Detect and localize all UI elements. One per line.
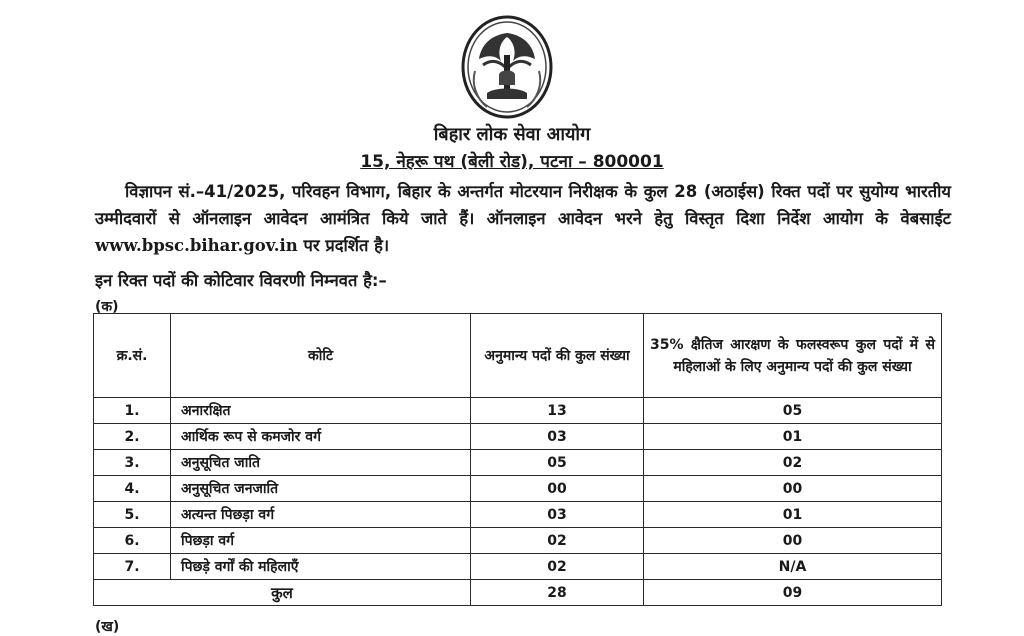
- row-category: अनुसूचित जाति: [171, 450, 471, 476]
- table-intro: इन रिक्त पदों की कोटिवार विवरणी निम्नवत है:–: [95, 271, 387, 290]
- row-total-posts: 13: [471, 398, 644, 424]
- row-category: अनारक्षित: [171, 398, 471, 424]
- row-category: पिछड़ा वर्ग: [171, 528, 471, 554]
- row-serial: 5.: [94, 502, 171, 528]
- row-category: अनुसूचित जनजाति: [171, 476, 471, 502]
- table-row: [94, 528, 942, 554]
- table-row: [94, 424, 942, 450]
- row-serial: 6.: [94, 528, 171, 554]
- row-total-posts: 03: [471, 424, 644, 450]
- row-women-posts: 01: [644, 424, 942, 450]
- row-category: आर्थिक रूप से कमजोर वर्ग: [171, 424, 471, 450]
- total-women-posts: 09: [644, 580, 942, 606]
- website-link[interactable]: www.bpsc.bihar.gov.in: [95, 236, 298, 255]
- category-vacancy-table: [93, 313, 942, 606]
- col-header-women-posts: 35% क्षैतिज आरक्षण के फलस्वरूप कुल पदों में से महिलाओं के लिए अनुमान्य पदों की कुल संख्या: [644, 314, 942, 398]
- row-total-posts: 05: [471, 450, 644, 476]
- table-header-row: [94, 314, 942, 398]
- section-label-kha: (ख): [95, 619, 120, 635]
- section-label-ka: (क): [95, 299, 119, 315]
- table-total-row: [94, 580, 942, 606]
- row-women-posts: 00: [644, 528, 942, 554]
- table-row: [94, 398, 942, 424]
- table-row: [94, 476, 942, 502]
- row-category: पिछड़े वर्गों की महिलाएँ: [171, 554, 471, 580]
- col-header-total-posts: अनुमान्य पदों की कुल संख्या: [471, 314, 644, 398]
- row-total-posts: 03: [471, 502, 644, 528]
- row-serial: 3.: [94, 450, 171, 476]
- col-header-category: कोटि: [171, 314, 471, 398]
- row-serial: 4.: [94, 476, 171, 502]
- table-row: [94, 502, 942, 528]
- bpsc-emblem: [461, 15, 553, 119]
- table-row: [94, 554, 942, 580]
- row-total-posts: 00: [471, 476, 644, 502]
- total-label: कुल: [94, 580, 471, 606]
- row-category: अत्यन्त पिछड़ा वर्ग: [171, 502, 471, 528]
- advertisement-paragraph: विज्ञापन सं.–41/2025, परिवहन विभाग, बिहार के अन्तर्गत मोटरयान निरीक्षक के कुल 28 (अठाईस) रिक्त पदों पर सुयोग्य भारतीय उम्मीदवारों से ऑनलाइन आवेदन आमंत्रित किये जाते हैं। ऑनलाइन आवेदन भरने हेतु विस्तृत दिशा निर्देश आयोग के वेबसाईट www.bpsc.bihar.gov.in पर प्रदर्शित है।: [95, 182, 951, 255]
- commission-name: बिहार लोक सेवा आयोग: [433, 124, 591, 145]
- row-women-posts: N/A: [644, 554, 942, 580]
- row-women-posts: 00: [644, 476, 942, 502]
- commission-address: 15, नेहरू पथ (बेली रोड), पटना – 800001: [360, 152, 664, 172]
- table-row: [94, 450, 942, 476]
- col-header-serial: क्र.सं.: [94, 314, 171, 398]
- total-posts: 28: [471, 580, 644, 606]
- row-total-posts: 02: [471, 528, 644, 554]
- row-total-posts: 02: [471, 554, 644, 580]
- row-women-posts: 02: [644, 450, 942, 476]
- row-serial: 1.: [94, 398, 171, 424]
- row-serial: 7.: [94, 554, 171, 580]
- row-women-posts: 05: [644, 398, 942, 424]
- row-serial: 2.: [94, 424, 171, 450]
- row-women-posts: 01: [644, 502, 942, 528]
